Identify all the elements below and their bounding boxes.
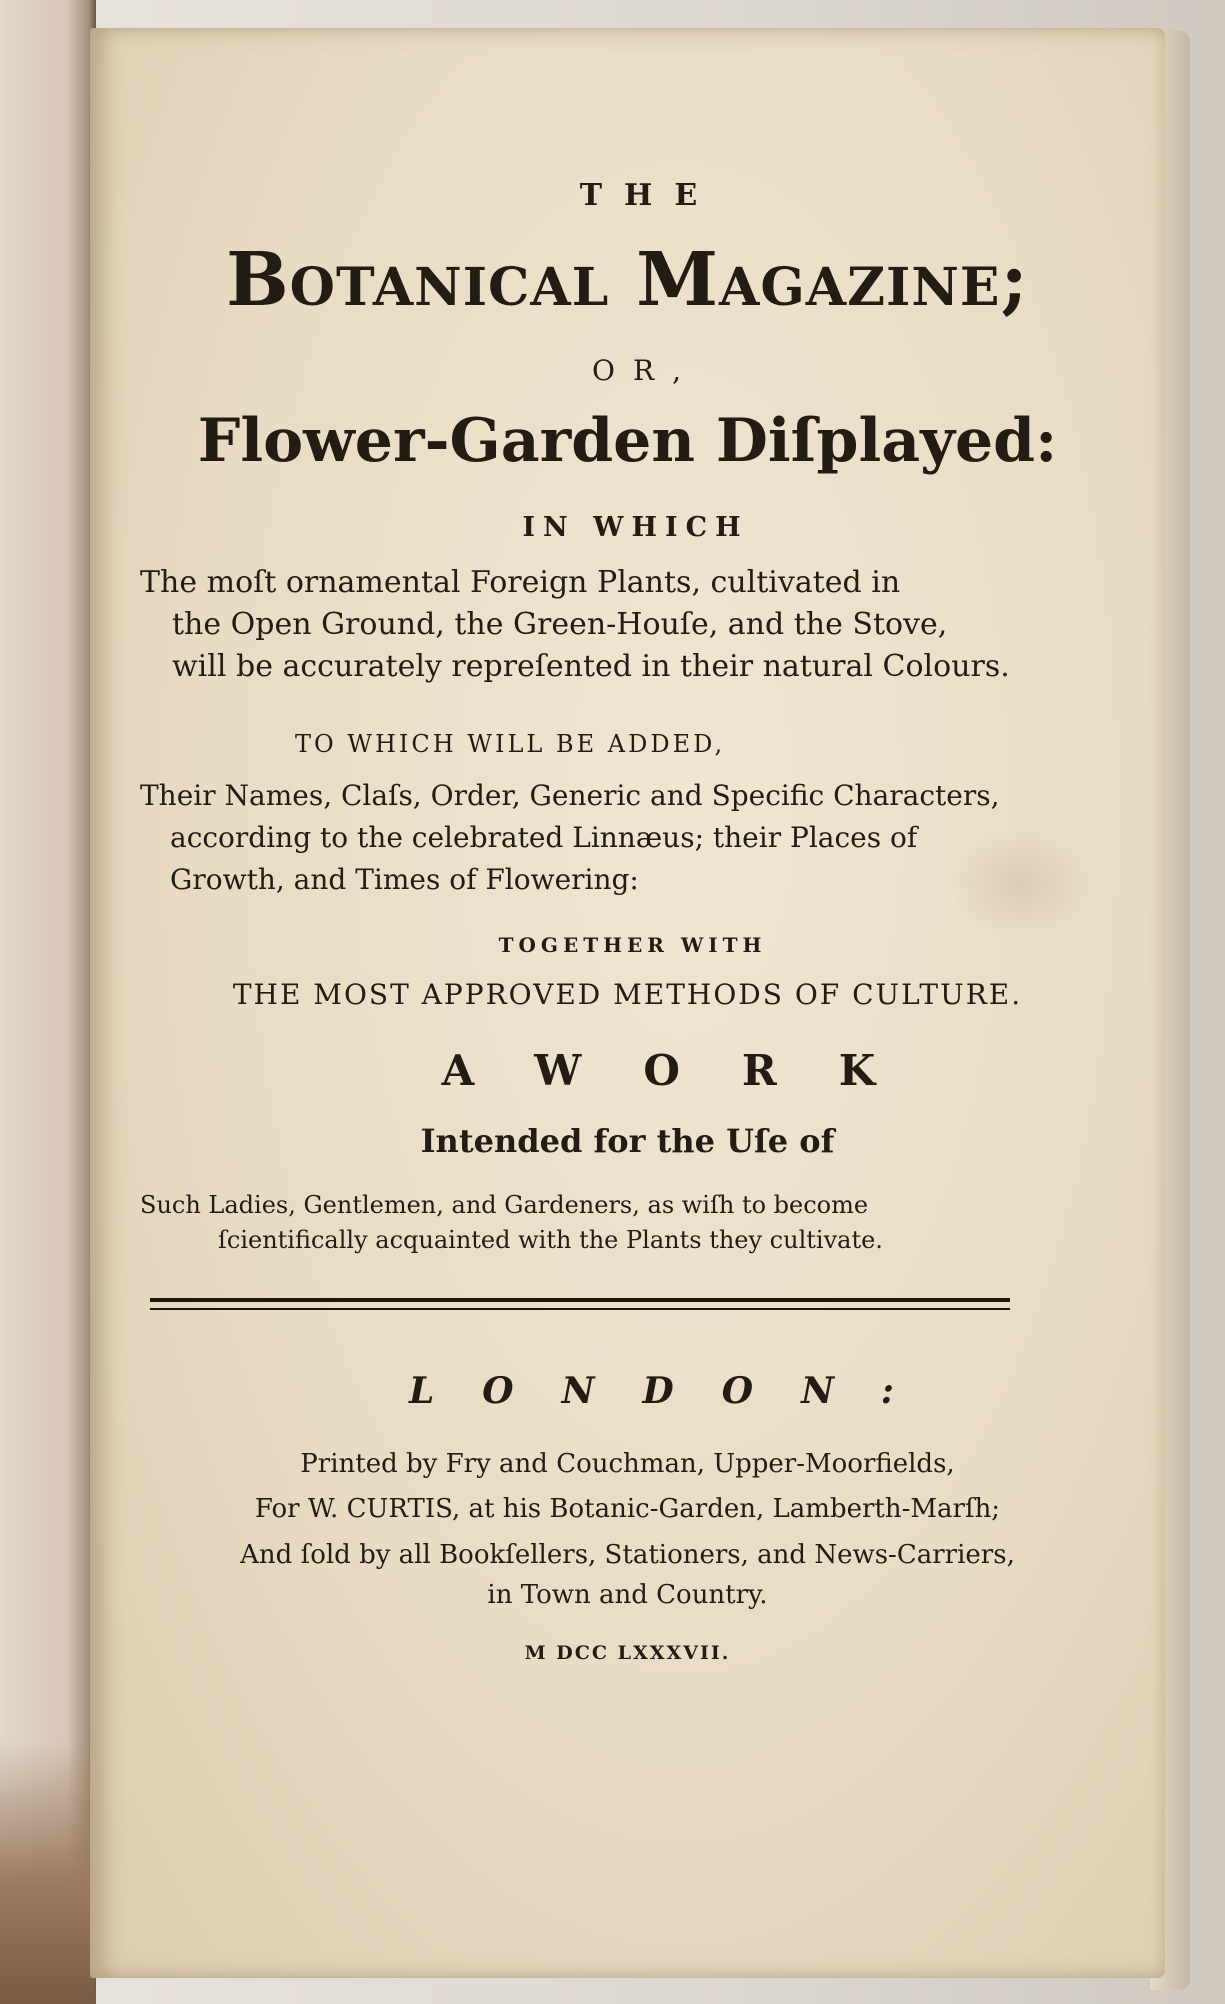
publication-date: M DCC LXXXVII. [524, 1642, 731, 1664]
title-or: OR, [592, 354, 699, 387]
to-which-added: TO WHICH WILL BE ADDED, [295, 730, 726, 758]
title-subtitle: Flower-Garden Diſplayed: [197, 406, 1058, 476]
audience-line: Such Ladies, Gentlemen, and Gardeners, as wiſh to become [140, 1191, 869, 1219]
description-line: will be accurately repreſented in their natural Colours. [172, 649, 1010, 684]
methods-line: THE MOST APPROVED METHODS OF CULTURE. [232, 978, 1023, 1011]
a-work-heading: AWORK [441, 1046, 938, 1095]
audience-line: ſcientifically acquainted with the Plants they cultivate. [218, 1226, 883, 1254]
intended-line: Intended for the Uſe of [420, 1122, 835, 1160]
imprint-line: And ſold by all Bookſellers, Stationers, and News-Carriers, [240, 1540, 1015, 1570]
double-rule-thick [150, 1298, 1010, 1302]
double-rule-thin [150, 1308, 1010, 1310]
names-line: Their Names, Claſs, Order, Generic and Specific Characters, [140, 779, 1000, 812]
imprint-line: in Town and Country. [487, 1580, 768, 1610]
title-main: Botanical Magazine; [226, 237, 1029, 323]
in-which: IN WHICH [522, 512, 749, 543]
book-binding [0, 1740, 94, 2004]
place-london: LONDON: [408, 1370, 943, 1412]
imprint-line: Printed by Fry and Couchman, Upper-Moorfields, [300, 1449, 955, 1479]
names-line: Growth, and Times of Flowering: [170, 863, 639, 896]
paper-stain [950, 828, 1090, 938]
description-line: the Open Ground, the Green-Houſe, and the Stove, [172, 607, 948, 642]
title-page [90, 28, 1165, 1978]
title-the: THE [579, 178, 720, 213]
description-line: The moſt ornamental Foreign Plants, cultivated in [140, 565, 901, 600]
names-line: according to the celebrated Linnæus; their Places of [170, 821, 918, 854]
facing-page [0, 0, 96, 2004]
imprint-line: For W. CURTIS, at his Botanic-Garden, Lamberth-Marſh; [254, 1494, 1001, 1524]
together-with: TOGETHER WITH [498, 933, 767, 957]
